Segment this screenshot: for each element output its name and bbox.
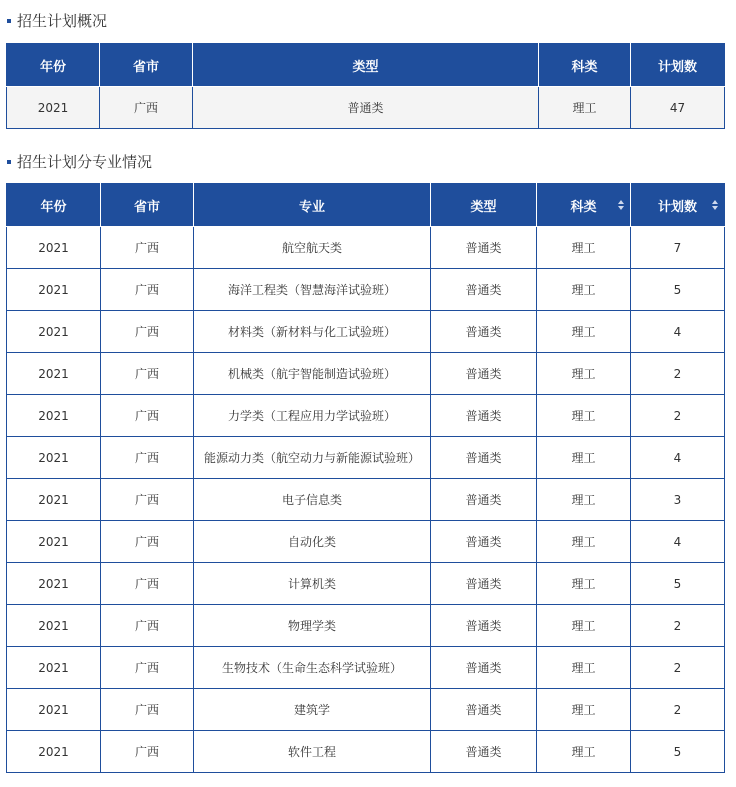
- cell-category: 理工: [537, 395, 631, 437]
- header-plan-count[interactable]: [631, 184, 725, 227]
- cell-province: 广西: [101, 395, 194, 437]
- cell-province: 广西: [101, 689, 194, 731]
- table-row: [7, 563, 725, 605]
- cell-major: 建筑学: [194, 689, 431, 731]
- cell-plan-count: 2: [631, 689, 725, 731]
- cell-type: 普通类: [431, 437, 537, 479]
- cell-plan-count: 3: [631, 479, 725, 521]
- cell-year: 2021: [7, 479, 101, 521]
- table-row: [7, 437, 725, 479]
- cell-plan-count: 4: [631, 437, 725, 479]
- square-bullet-icon: [7, 19, 11, 23]
- section-title-text: 招生计划分专业情况: [17, 153, 153, 171]
- table-row: [7, 311, 725, 353]
- cell-type: 普通类: [431, 227, 537, 269]
- cell-year: 2021: [7, 731, 101, 773]
- section-title-text: 招生计划概况: [17, 12, 108, 30]
- cell-major: 自动化类: [194, 521, 431, 563]
- cell-province: 广西: [101, 269, 194, 311]
- cell-province: 广西: [101, 563, 194, 605]
- cell-major: 计算机类: [194, 563, 431, 605]
- header-category: 科类: [539, 44, 631, 87]
- cell-year: 2021: [7, 353, 101, 395]
- table-row: [7, 87, 725, 129]
- cell-major: 海洋工程类（智慧海洋试验班）: [194, 269, 431, 311]
- cell-province: 广西: [101, 647, 194, 689]
- cell-category: 理工: [537, 269, 631, 311]
- table-row: [7, 479, 725, 521]
- cell-year: 2021: [7, 269, 101, 311]
- cell-plan-count: 4: [631, 521, 725, 563]
- cell-plan-count: 2: [631, 647, 725, 689]
- cell-category: 理工: [537, 563, 631, 605]
- cell-plan-count: 4: [631, 311, 725, 353]
- cell-province: 广西: [100, 87, 193, 129]
- cell-major: 生物技术（生命生态科学试验班）: [194, 647, 431, 689]
- cell-plan-count: 2: [631, 353, 725, 395]
- cell-major: 材料类（新材料与化工试验班）: [194, 311, 431, 353]
- header-plan-count-label: 计划数: [657, 199, 697, 215]
- sort-arrows-icon[interactable]: [618, 200, 624, 210]
- cell-type: 普通类: [431, 731, 537, 773]
- cell-year: 2021: [7, 437, 101, 479]
- table-row: [7, 521, 725, 563]
- table-header-row: [7, 44, 725, 87]
- cell-type: 普通类: [431, 563, 537, 605]
- cell-province: 广西: [101, 353, 194, 395]
- header-category[interactable]: [537, 184, 631, 227]
- cell-type: 普通类: [431, 395, 537, 437]
- cell-province: 广西: [101, 521, 194, 563]
- cell-plan-count: 2: [631, 605, 725, 647]
- sort-arrows-icon[interactable]: [712, 200, 718, 210]
- table-row: [7, 395, 725, 437]
- cell-year: 2021: [7, 87, 100, 129]
- header-plan-count: 计划数: [631, 44, 725, 87]
- table-row: [7, 731, 725, 773]
- cell-year: 2021: [7, 689, 101, 731]
- header-type: 类型: [431, 184, 537, 227]
- cell-province: 广西: [101, 731, 194, 773]
- cell-province: 广西: [101, 605, 194, 647]
- table-header-row: [7, 184, 725, 227]
- cell-province: 广西: [101, 479, 194, 521]
- cell-major: 软件工程: [194, 731, 431, 773]
- cell-category: 理工: [537, 437, 631, 479]
- cell-type: 普通类: [431, 689, 537, 731]
- table-row: [7, 269, 725, 311]
- header-major: 专业: [194, 184, 431, 227]
- cell-category: 理工: [537, 311, 631, 353]
- cell-plan-count: 5: [631, 731, 725, 773]
- cell-plan-count: 5: [631, 563, 725, 605]
- header-province: 省市: [101, 184, 194, 227]
- cell-province: 广西: [101, 227, 194, 269]
- header-category-label: 科类: [570, 199, 597, 215]
- cell-year: 2021: [7, 647, 101, 689]
- table-row: [7, 647, 725, 689]
- cell-category: 理工: [537, 479, 631, 521]
- cell-year: 2021: [7, 521, 101, 563]
- cell-year: 2021: [7, 563, 101, 605]
- cell-year: 2021: [7, 227, 101, 269]
- cell-year: 2021: [7, 605, 101, 647]
- cell-province: 广西: [101, 311, 194, 353]
- cell-type: 普通类: [431, 353, 537, 395]
- cell-major: 电子信息类: [194, 479, 431, 521]
- cell-plan-count: 2: [631, 395, 725, 437]
- header-type: 类型: [193, 44, 539, 87]
- cell-category: 理工: [537, 605, 631, 647]
- cell-major: 能源动力类（航空动力与新能源试验班）: [194, 437, 431, 479]
- plan-overview-table: [6, 43, 725, 129]
- cell-plan-count: 47: [631, 87, 725, 129]
- header-year: 年份: [7, 184, 101, 227]
- cell-plan-count: 5: [631, 269, 725, 311]
- cell-plan-count: 7: [631, 227, 725, 269]
- cell-category: 理工: [537, 689, 631, 731]
- cell-year: 2021: [7, 395, 101, 437]
- section-title-overview: [7, 10, 107, 31]
- cell-type: 普通类: [431, 269, 537, 311]
- cell-major: 航空航天类: [194, 227, 431, 269]
- cell-year: 2021: [7, 311, 101, 353]
- cell-type: 普通类: [193, 87, 539, 129]
- table-row: [7, 689, 725, 731]
- plan-by-major-table: [6, 183, 725, 773]
- cell-type: 普通类: [431, 311, 537, 353]
- cell-type: 普通类: [431, 479, 537, 521]
- cell-type: 普通类: [431, 647, 537, 689]
- cell-type: 普通类: [431, 605, 537, 647]
- section-title-by-major: [7, 151, 152, 172]
- cell-type: 普通类: [431, 521, 537, 563]
- cell-major: 物理学类: [194, 605, 431, 647]
- header-province: 省市: [100, 44, 193, 87]
- cell-province: 广西: [101, 437, 194, 479]
- cell-major: 力学类（工程应用力学试验班）: [194, 395, 431, 437]
- cell-category: 理工: [537, 353, 631, 395]
- square-bullet-icon: [7, 160, 11, 164]
- table-row: [7, 227, 725, 269]
- cell-category: 理工: [537, 521, 631, 563]
- cell-category: 理工: [537, 227, 631, 269]
- cell-major: 机械类（航宇智能制造试验班）: [194, 353, 431, 395]
- header-year: 年份: [7, 44, 100, 87]
- cell-category: 理工: [537, 647, 631, 689]
- table-row: [7, 353, 725, 395]
- cell-category: 理工: [537, 731, 631, 773]
- table-row: [7, 605, 725, 647]
- cell-category: 理工: [539, 87, 631, 129]
